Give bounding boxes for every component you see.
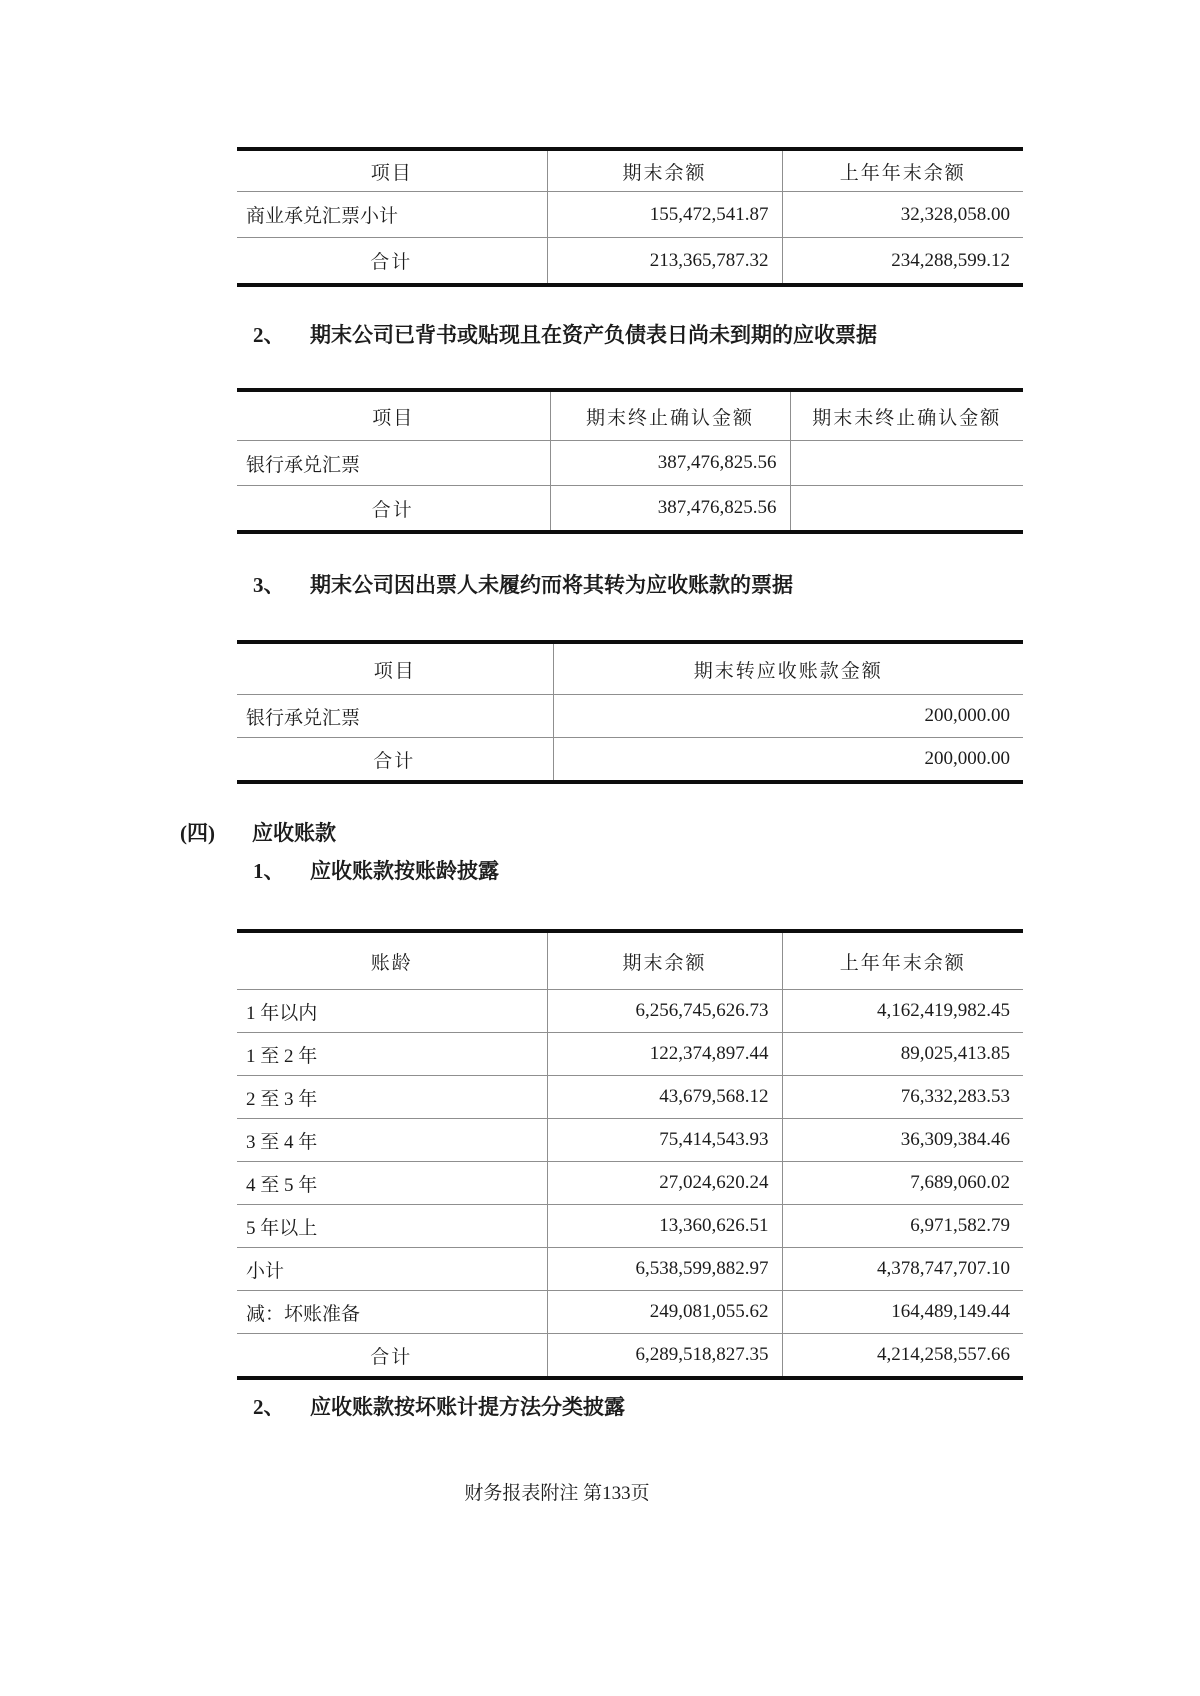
cell-value: 122,374,897.44 xyxy=(547,1033,782,1076)
row-label: 减：坏账准备 xyxy=(237,1291,547,1334)
column-header: 期末余额 xyxy=(547,149,782,192)
table-row xyxy=(237,738,1023,783)
cell-value: 6,289,518,827.35 xyxy=(547,1334,782,1379)
table-row xyxy=(237,1205,1023,1248)
row-label: 商业承兑汇票小计 xyxy=(237,192,547,238)
table-row xyxy=(237,1033,1023,1076)
section-title: 期末公司已背书或贴现且在资产负债表日尚未到期的应收票据 xyxy=(310,323,877,347)
section-title: 应收账款 xyxy=(252,821,336,845)
table-row xyxy=(237,1291,1023,1334)
row-label: 4 至 5 年 xyxy=(237,1162,547,1205)
cell-value: 387,476,825.56 xyxy=(550,441,790,486)
column-header: 账龄 xyxy=(237,931,547,990)
cell-value: 4,214,258,557.66 xyxy=(782,1334,1023,1379)
column-header: 上年年末余额 xyxy=(782,149,1023,192)
cell-value: 155,472,541.87 xyxy=(547,192,782,238)
row-label: 合计 xyxy=(237,1334,547,1379)
table-row xyxy=(237,990,1023,1033)
bills-balance-table xyxy=(237,147,1023,287)
column-header: 项目 xyxy=(237,642,553,695)
cell-value: 43,679,568.12 xyxy=(547,1076,782,1119)
table-row xyxy=(237,1119,1023,1162)
cell-value: 213,365,787.32 xyxy=(547,238,782,286)
section-heading-accounts-receivable xyxy=(180,818,336,848)
section-title: 应收账款按账龄披露 xyxy=(310,859,499,883)
table-row xyxy=(237,1248,1023,1291)
section-heading-ar-by-bad-debt-method xyxy=(253,1392,625,1422)
cell-value: 89,025,413.85 xyxy=(782,1033,1023,1076)
row-label: 3 至 4 年 xyxy=(237,1119,547,1162)
table-row xyxy=(237,238,1023,286)
section-title: 应收账款按坏账计提方法分类披露 xyxy=(310,1395,625,1419)
cell-value xyxy=(790,441,1023,486)
cell-value: 4,378,747,707.10 xyxy=(782,1248,1023,1291)
cell-value: 200,000.00 xyxy=(553,738,1023,783)
cell-value: 75,414,543.93 xyxy=(547,1119,782,1162)
column-header: 期末余额 xyxy=(547,931,782,990)
section-heading-ar-by-aging xyxy=(253,856,499,886)
cell-value: 36,309,384.46 xyxy=(782,1119,1023,1162)
section-number: (四) xyxy=(180,821,215,845)
row-label: 5 年以上 xyxy=(237,1205,547,1248)
endorsed-notes-table xyxy=(237,388,1023,534)
cell-value: 6,971,582.79 xyxy=(782,1205,1023,1248)
cell-value: 200,000.00 xyxy=(553,695,1023,738)
section-number: 3、 xyxy=(253,573,285,597)
table-row xyxy=(237,1334,1023,1379)
cell-value: 249,081,055.62 xyxy=(547,1291,782,1334)
section-number: 2、 xyxy=(253,1395,285,1419)
row-label: 合计 xyxy=(237,238,547,286)
section-number: 2、 xyxy=(253,323,285,347)
table-row xyxy=(237,441,1023,486)
page-footer: 财务报表附注 第133页 xyxy=(464,1483,650,1504)
cell-value: 27,024,620.24 xyxy=(547,1162,782,1205)
ar-aging-table xyxy=(237,929,1023,1380)
row-label: 小计 xyxy=(237,1248,547,1291)
column-header: 期末转应收账款金额 xyxy=(553,642,1023,695)
cell-value: 76,332,283.53 xyxy=(782,1076,1023,1119)
row-label: 1 至 2 年 xyxy=(237,1033,547,1076)
section-heading-defaulted-notes xyxy=(253,570,793,600)
row-label: 银行承兑汇票 xyxy=(237,695,553,738)
section-number: 1、 xyxy=(253,859,285,883)
cell-value: 6,538,599,882.97 xyxy=(547,1248,782,1291)
cell-value: 13,360,626.51 xyxy=(547,1205,782,1248)
column-header: 上年年末余额 xyxy=(782,931,1023,990)
cell-value: 7,689,060.02 xyxy=(782,1162,1023,1205)
cell-value: 6,256,745,626.73 xyxy=(547,990,782,1033)
column-header: 期末终止确认金额 xyxy=(550,390,790,441)
table-row xyxy=(237,1076,1023,1119)
cell-value xyxy=(790,486,1023,533)
cell-value: 4,162,419,982.45 xyxy=(782,990,1023,1033)
row-label: 2 至 3 年 xyxy=(237,1076,547,1119)
row-label: 1 年以内 xyxy=(237,990,547,1033)
table-row xyxy=(237,486,1023,533)
row-label: 合计 xyxy=(237,486,550,533)
row-label: 银行承兑汇票 xyxy=(237,441,550,486)
table-row xyxy=(237,1162,1023,1205)
table-row xyxy=(237,192,1023,238)
row-label: 合计 xyxy=(237,738,553,783)
cell-value: 164,489,149.44 xyxy=(782,1291,1023,1334)
section-heading-endorsed-notes xyxy=(253,320,877,350)
table-header-row xyxy=(237,149,1023,192)
section-title: 期末公司因出票人未履约而将其转为应收账款的票据 xyxy=(310,573,793,597)
table-row xyxy=(237,695,1023,738)
column-header: 期末未终止确认金额 xyxy=(790,390,1023,441)
column-header: 项目 xyxy=(237,149,547,192)
defaulted-notes-table xyxy=(237,640,1023,784)
table-header-row xyxy=(237,642,1023,695)
table-header-row xyxy=(237,931,1023,990)
cell-value: 234,288,599.12 xyxy=(782,238,1023,286)
cell-value: 32,328,058.00 xyxy=(782,192,1023,238)
table-header-row xyxy=(237,390,1023,441)
column-header: 项目 xyxy=(237,390,550,441)
cell-value: 387,476,825.56 xyxy=(550,486,790,533)
